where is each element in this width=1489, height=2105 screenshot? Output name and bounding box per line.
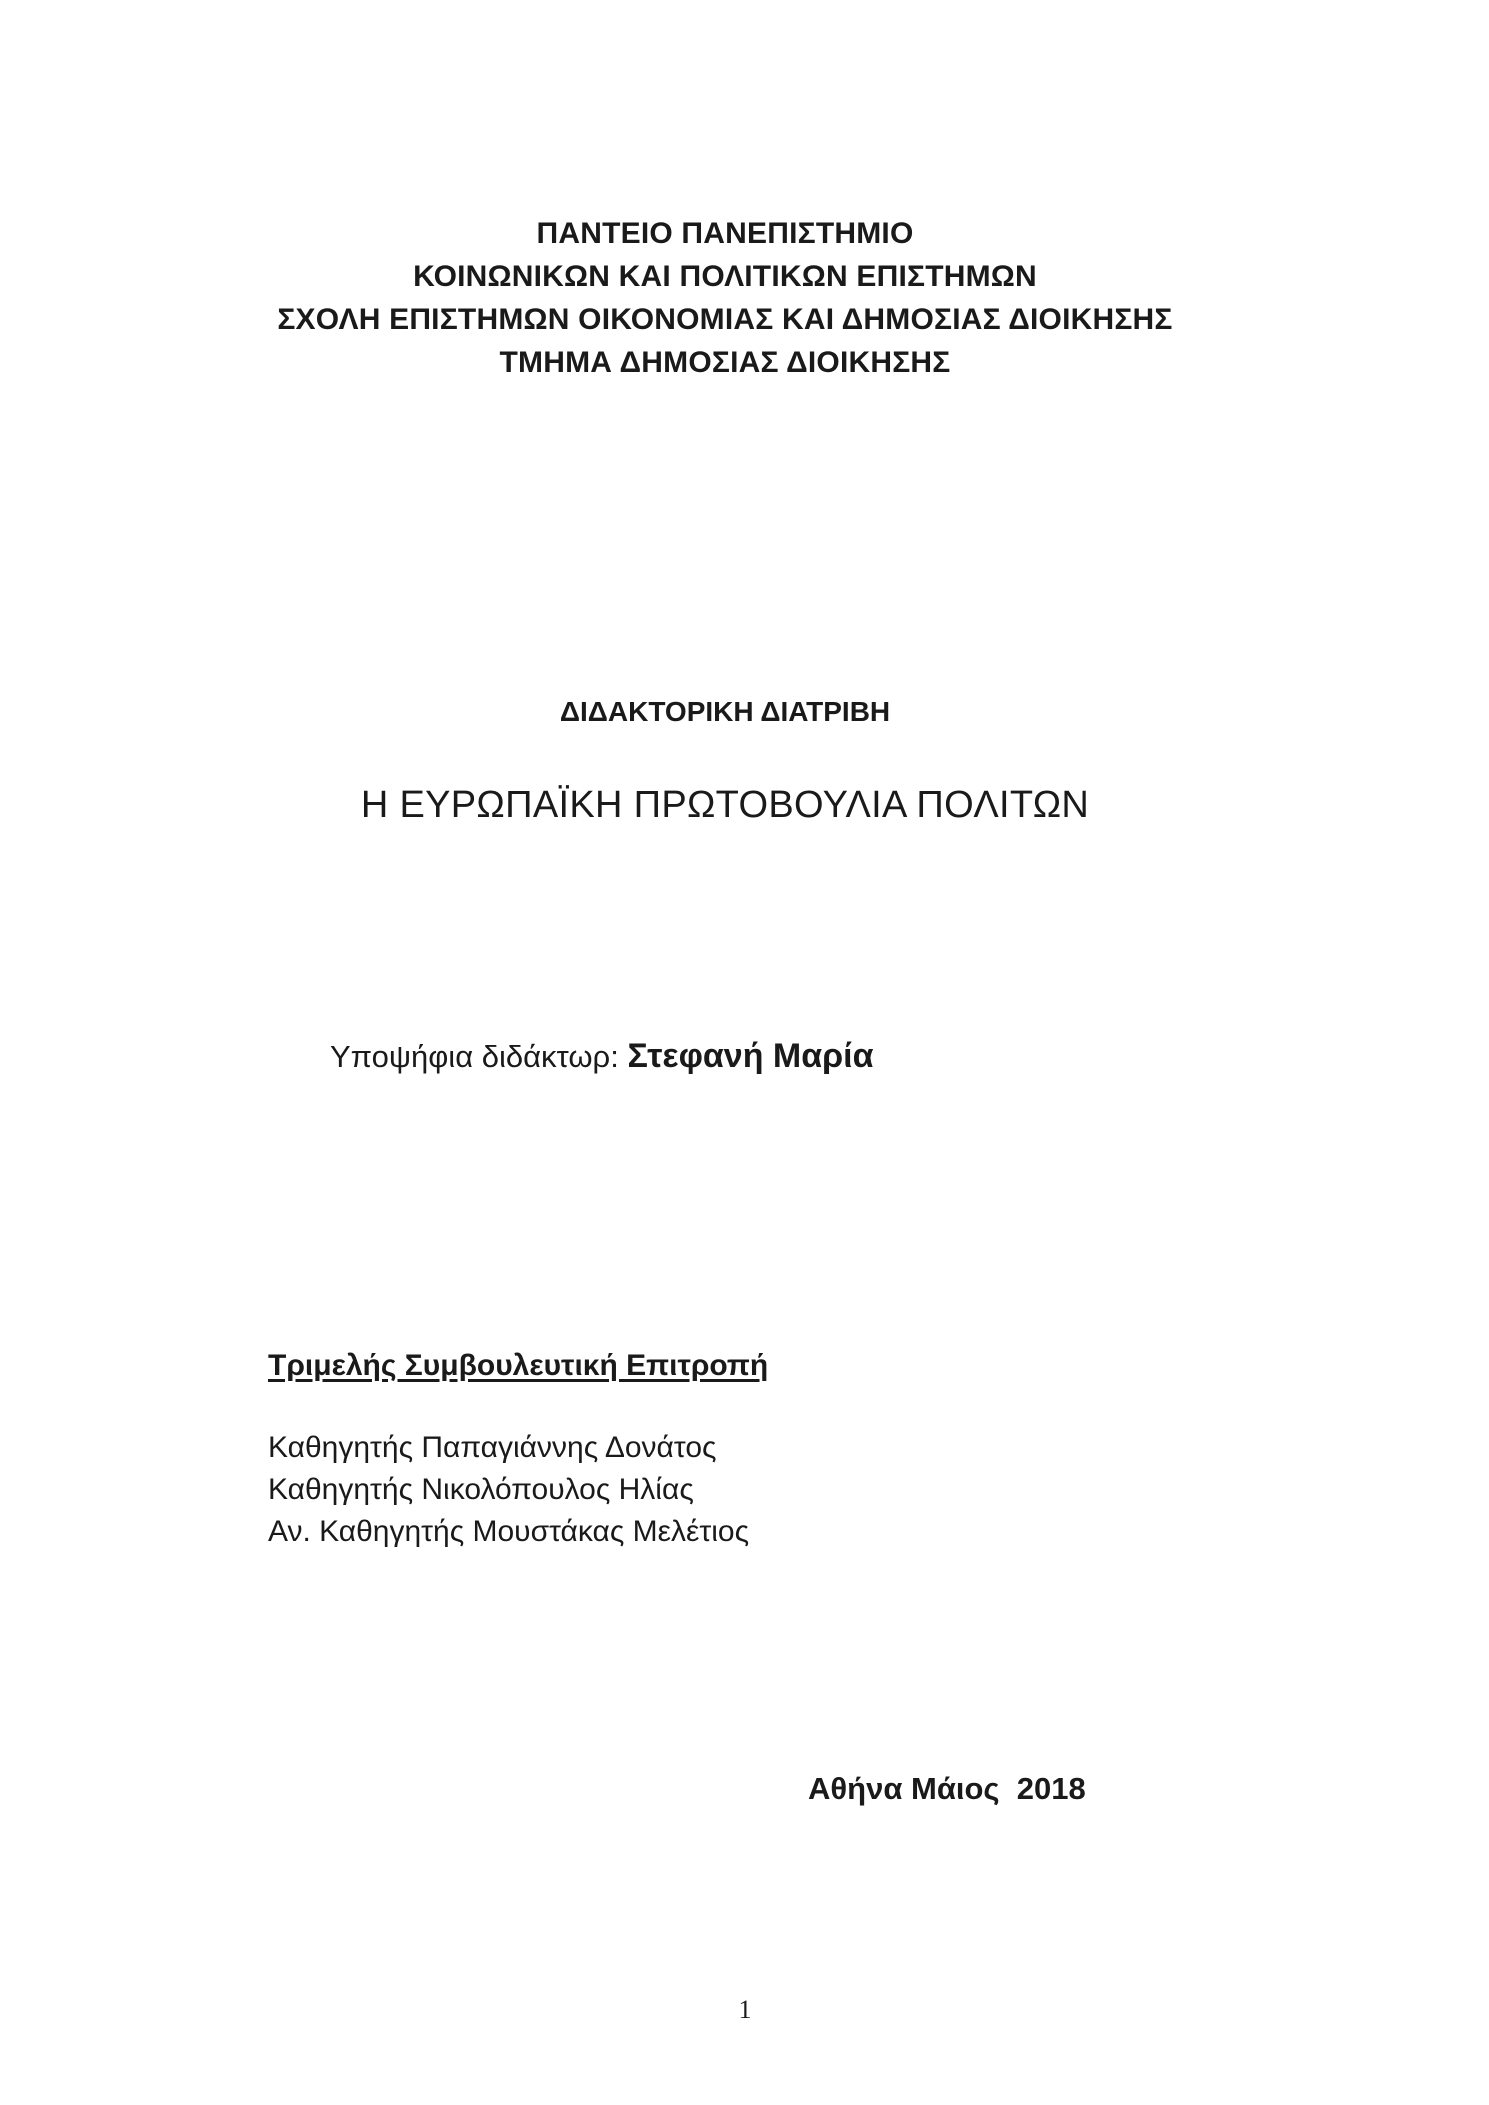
- page-number: 1: [738, 1995, 752, 2024]
- candidate-line: [330, 1032, 874, 1081]
- advisory-committee: [268, 1345, 768, 1553]
- place-and-date: Αθήνα Μάιος 2018: [808, 1771, 1086, 1806]
- committee-member: Καθηγητής Παπαγιάννης Δονάτος: [268, 1431, 717, 1464]
- committee-member: Αν. Καθηγητής Μουστάκας Μελέτιος: [268, 1515, 750, 1548]
- document-type: ΔΙΔΑΚΤΟΡΙΚΗ ΔΙΑΤΡΙΒΗ: [559, 696, 891, 727]
- institution-header: [200, 212, 1250, 384]
- thesis-title: Η ΕΥΡΩΠΑΪΚΗ ΠΡΩΤΟΒΟΥΛΙΑ ΠΟΛΙΤΩΝ: [360, 784, 1090, 826]
- committee-heading: Τριμελής Συμβουλευτική Επιτροπή: [268, 1349, 769, 1382]
- candidate-name: Στεφανή Μαρία: [627, 1037, 874, 1075]
- school-name: ΣΧΟΛΗ ΕΠΙΣΤΗΜΩΝ ΟΙΚΟΝΟΜΙΑΣ ΚΑΙ ΔΗΜΟΣΙΑΣ ΔΙΟΙΚΗΣΗΣ: [277, 303, 1173, 336]
- department-name: ΤΜΗΜΑ ΔΗΜΟΣΙΑΣ ΔΙΟΙΚΗΣΗΣ: [499, 346, 951, 379]
- university-subtitle: ΚΟΙΝΩΝΙΚΩΝ ΚΑΙ ΠΟΛΙΤΙΚΩΝ ΕΠΙΣΤΗΜΩΝ: [413, 260, 1037, 293]
- candidate-label: Υποψήφια διδάκτωρ:: [330, 1039, 619, 1074]
- committee-member: Καθηγητής Νικολόπουλος Ηλίας: [268, 1473, 694, 1506]
- university-name: ΠΑΝΤΕΙΟ ΠΑΝΕΠΙΣΤΗΜΙΟ: [536, 217, 914, 250]
